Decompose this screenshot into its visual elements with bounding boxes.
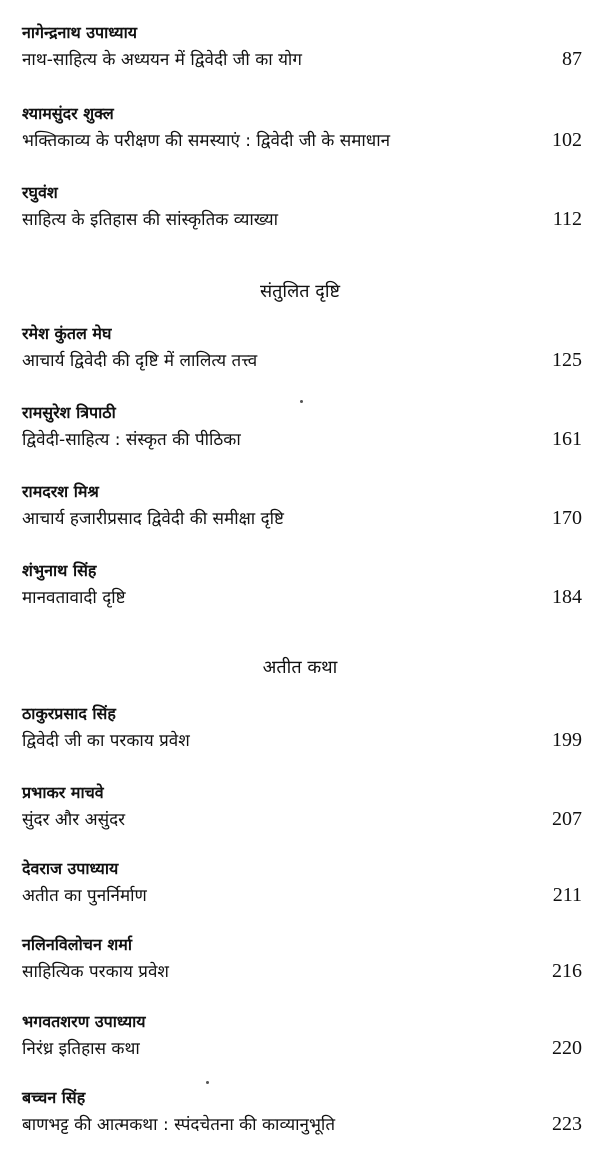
- entry-title: आचार्य हजारीप्रसाद द्विवेदी की समीक्षा दृष्टि: [22, 509, 284, 529]
- entry-author: श्यामसुंदर शुक्ल: [22, 104, 114, 123]
- entry-page-number: 184: [552, 586, 582, 608]
- entry-row: [22, 880, 582, 910]
- entry-row: [22, 204, 582, 234]
- toc-entry: [22, 182, 582, 234]
- entry-author: रघुवंश: [22, 183, 58, 202]
- entry-page-number: 112: [552, 208, 582, 230]
- entry-author: रमेश कुंतल मेघ: [22, 324, 112, 343]
- entry-title: बाणभट्ट की आत्मकथा : स्पंदचेतना की काव्यानुभूति: [22, 1115, 336, 1135]
- section-heading: अतीत कथा: [262, 657, 338, 678]
- entry-author: रामसुरेश त्रिपाठी: [22, 403, 116, 422]
- entry-page-number: 125: [552, 349, 582, 371]
- entry-author: शंभुनाथ सिंह: [22, 561, 97, 580]
- toc-entry: [22, 402, 582, 454]
- entry-author: रामदरश मिश्र: [22, 482, 99, 501]
- entry-title: आचार्य द्विवेदी की दृष्टि में लालित्य तत्त्व: [22, 351, 258, 371]
- toc-entry: [22, 934, 582, 986]
- entry-title: निरंध्र इतिहास कथा: [22, 1039, 140, 1059]
- entry-row: [22, 503, 582, 533]
- entry-page-number: 216: [552, 960, 582, 982]
- entry-page-number: 87: [562, 48, 582, 70]
- entry-row: [22, 44, 582, 74]
- entry-row: [22, 582, 582, 612]
- entry-author: भगवतशरण उपाध्याय: [22, 1012, 146, 1031]
- section-heading: संतुलित दृष्टि: [259, 281, 340, 302]
- entry-title: सुंदर और असुंदर: [22, 810, 126, 830]
- toc-entry: [22, 22, 582, 74]
- entry-page-number: 170: [552, 507, 582, 529]
- entry-title: नाथ-साहित्य के अध्ययन में द्विवेदी जी का योग: [22, 50, 302, 70]
- entry-row: [22, 125, 582, 155]
- entry-title: भक्तिकाव्य के परीक्षण की समस्याएं : द्विवेदी जी के समाधान: [22, 131, 391, 151]
- entry-row: [22, 345, 582, 375]
- entry-author: प्रभाकर माचवे: [22, 783, 104, 802]
- entry-row: [22, 956, 582, 986]
- entry-page-number: 223: [552, 1113, 582, 1135]
- entry-title: मानवतावादी दृष्टि: [22, 588, 126, 608]
- toc-entry: [22, 1011, 582, 1063]
- entry-page-number: 207: [552, 808, 582, 830]
- entry-row: [22, 424, 582, 454]
- entry-page-number: 199: [552, 729, 582, 751]
- entry-page-number: 211: [552, 884, 582, 906]
- entry-author: ठाकुरप्रसाद सिंह: [22, 704, 116, 723]
- entry-row: [22, 804, 582, 834]
- entry-page-number: 102: [552, 129, 582, 151]
- toc-entry: [22, 103, 582, 155]
- print-speck: [206, 1081, 209, 1084]
- toc-entry: [22, 323, 582, 375]
- entry-title: अतीत का पुनर्निर्माण: [22, 886, 147, 906]
- toc-entry: [22, 560, 582, 612]
- toc-entry: [22, 782, 582, 834]
- entry-author: नलिनविलोचन शर्मा: [22, 935, 132, 954]
- toc-entry: [22, 481, 582, 533]
- entry-title: द्विवेदी जी का परकाय प्रवेश: [22, 731, 190, 751]
- toc-entry: [22, 1087, 582, 1139]
- toc-entry: [22, 703, 582, 755]
- entry-page-number: 161: [552, 428, 582, 450]
- entry-row: [22, 725, 582, 755]
- entry-author: देवराज उपाध्याय: [22, 859, 119, 878]
- entry-author: बच्चन सिंह: [22, 1088, 86, 1107]
- print-speck: [300, 400, 303, 403]
- entry-row: [22, 1109, 582, 1139]
- entry-title: साहित्य के इतिहास की सांस्कृतिक व्याख्या: [22, 210, 279, 230]
- entry-author: नागेन्द्रनाथ उपाध्याय: [22, 23, 138, 42]
- toc-entry: [22, 858, 582, 910]
- entry-title: साहित्यिक परकाय प्रवेश: [22, 962, 169, 982]
- entry-row: [22, 1033, 582, 1063]
- entry-title: द्विवेदी-साहित्य : संस्कृत की पीठिका: [22, 430, 241, 450]
- entry-page-number: 220: [552, 1037, 582, 1059]
